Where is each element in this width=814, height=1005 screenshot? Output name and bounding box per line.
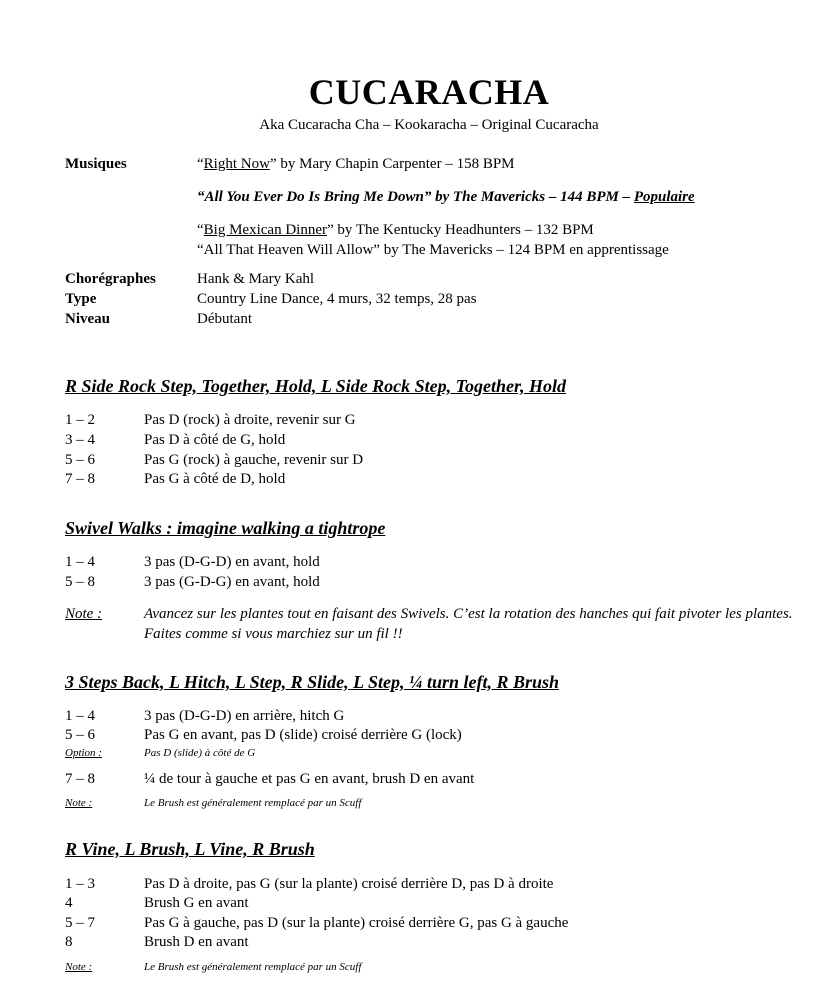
level-value: Débutant: [197, 311, 252, 327]
song-2: [197, 188, 695, 206]
note-text: Avancez sur les plantes tout en faisant des Swivels. C’est la rotation des hanches qui fait pivoter les plantes. Faites comme si vous marchiez sur un fil !!: [144, 606, 793, 642]
step-text: Pas D à droite, pas G (sur la plante) croisé derrière D, pas D à droite: [144, 876, 554, 892]
step-text: Brush G en avant: [144, 895, 249, 911]
step-count: 1 – 4: [65, 708, 95, 724]
step-count: 8: [65, 934, 73, 950]
popular-badge: Populaire: [633, 189, 695, 205]
step-count: 5 – 6: [65, 452, 95, 468]
song-3: “Big Mexican Dinner” by The Kentucky Headhunters – 132 BPM: [197, 222, 594, 238]
step-text: ¼ de tour à gauche et pas G en avant, brush D en avant: [144, 771, 475, 787]
step-text: Pas G à gauche, pas D (sur la plante) croisé derrière G, pas G à gauche: [144, 915, 569, 931]
song-3-details: by The Kentucky Headhunters – 132 BPM: [333, 222, 594, 238]
option-text: Pas D (slide) à côté de G: [144, 747, 256, 759]
type-value: Country Line Dance, 4 murs, 32 temps, 28 pas: [197, 291, 477, 307]
step-text: Pas G (rock) à gauche, revenir sur D: [144, 452, 364, 468]
note-text: Le Brush est généralement remplacé par un Scuff: [144, 961, 362, 973]
note-text: Le Brush est généralement remplacé par un Scuff: [144, 797, 362, 809]
music-label: Musiques: [65, 156, 127, 172]
page-title: CUCARACHA: [308, 72, 550, 112]
step-count: 1 – 2: [65, 412, 95, 428]
step-count: 1 – 4: [65, 554, 95, 570]
song-1-details: by Mary Chapin Carpenter – 158 BPM: [276, 156, 515, 172]
step-text: Pas G à côté de D, hold: [144, 471, 286, 487]
section-2-title: Swivel Walks : imagine walking a tightrope: [65, 518, 386, 538]
note-label: Note :: [65, 606, 103, 622]
option-label: Option :: [65, 747, 102, 759]
step-count: 7 – 8: [65, 771, 95, 787]
page-subtitle: Aka Cucaracha Cha – Kookaracha – Original Cucaracha: [259, 117, 599, 133]
song-1-title: Right Now: [203, 156, 270, 172]
note-label: Note :: [65, 961, 93, 973]
step-text: Pas D à côté de G, hold: [144, 432, 286, 448]
step-text: 3 pas (D-G-D) en arrière, hitch G: [144, 708, 345, 724]
step-text: Pas G en avant, pas D (slide) croisé derrière G (lock): [144, 727, 462, 743]
step-text: Pas D (rock) à droite, revenir sur G: [144, 412, 356, 428]
type-label: Type: [65, 291, 97, 307]
step-text: 3 pas (G-D-G) en avant, hold: [144, 574, 320, 590]
song-1: “Right Now” by Mary Chapin Carpenter – 158 BPM: [197, 156, 515, 172]
level-label: Niveau: [65, 311, 110, 327]
song-2-title: “All You Ever Do Is Bring Me Down” by The Mavericks – 144 BPM –: [197, 189, 634, 205]
step-count: 5 – 6: [65, 727, 95, 743]
section-1-title: R Side Rock Step, Together, Hold, L Side Rock Step, Together, Hold: [65, 376, 567, 396]
choreographers-value: Hank & Mary Kahl: [197, 271, 315, 287]
step-count: 5 – 7: [65, 915, 95, 931]
song-4: “All That Heaven Will Allow” by The Mavericks – 124 BPM en apprentissage: [197, 242, 669, 258]
step-count: 5 – 8: [65, 574, 95, 590]
step-count: 7 – 8: [65, 471, 95, 487]
step-text: 3 pas (D-G-D) en avant, hold: [144, 554, 320, 570]
note-label: Note :: [65, 797, 93, 809]
step-text: Brush D en avant: [144, 934, 249, 950]
step-count: 4: [65, 895, 73, 911]
step-count: 1 – 3: [65, 876, 95, 892]
section-3-title: 3 Steps Back, L Hitch, L Step, R Slide, L Step, ¼ turn left, R Brush: [65, 672, 560, 692]
song-3-title: Big Mexican Dinner: [203, 222, 327, 238]
choreographers-label: Chorégraphes: [65, 271, 156, 287]
step-count: 3 – 4: [65, 432, 95, 448]
section-4-title: R Vine, L Brush, L Vine, R Brush: [65, 839, 315, 859]
